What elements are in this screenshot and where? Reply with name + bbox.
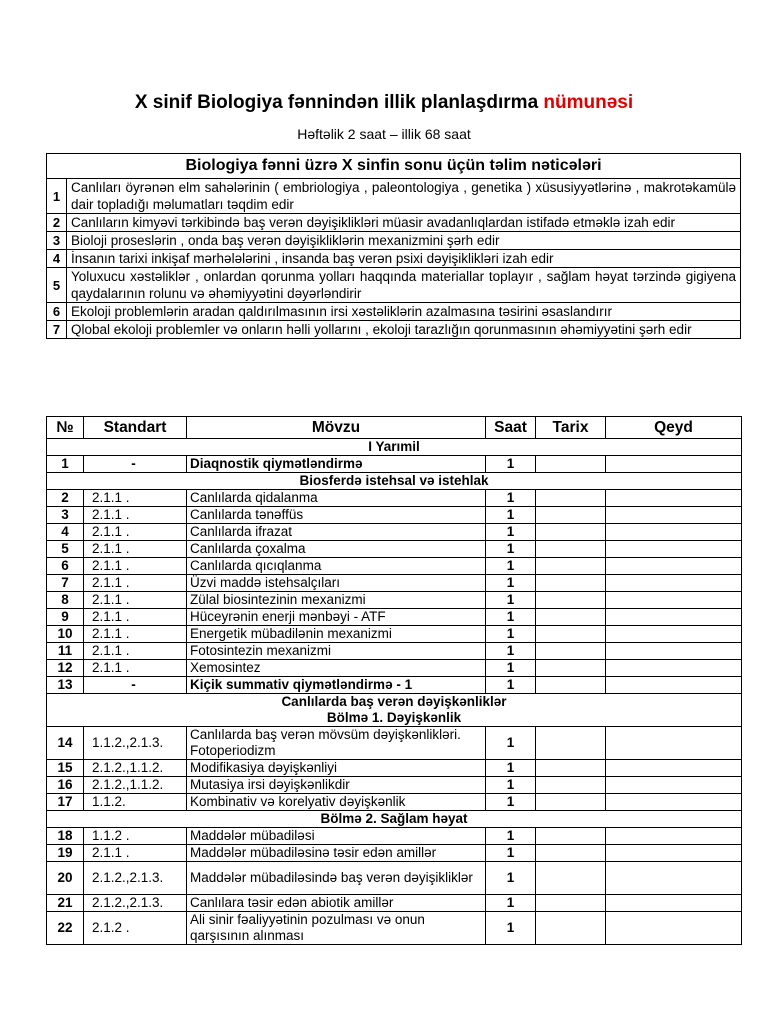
row-standard: 2.1.2 . xyxy=(84,912,187,945)
table-row xyxy=(47,490,742,507)
row-note xyxy=(606,727,742,760)
row-note xyxy=(606,660,742,677)
row-note xyxy=(606,575,742,592)
row-number: 3 xyxy=(47,507,84,524)
row-hours: 1 xyxy=(486,592,536,609)
row-topic: Üzvi maddə istehsalçıları xyxy=(187,575,486,592)
row-note xyxy=(606,677,742,694)
row-date xyxy=(536,677,606,694)
outcome-text: İnsanın tarixi inkişaf mərhələlərini , insanda baş verən psixi dəyişiklikləri izah edir xyxy=(67,250,741,268)
col-header-topic: Mövzu xyxy=(187,417,486,439)
table-row xyxy=(47,895,742,912)
col-header-hours: Saat xyxy=(486,417,536,439)
row-number: 12 xyxy=(47,660,84,677)
row-topic: Xemosintez xyxy=(187,660,486,677)
row-standard: 2.1.2.,2.1.3. xyxy=(84,862,187,895)
table-row xyxy=(47,760,742,777)
row-note xyxy=(606,862,742,895)
row-hours: 1 xyxy=(486,558,536,575)
table-row xyxy=(47,660,742,677)
row-topic: Maddələr mübadiləsində baş verən dəyişikliklər xyxy=(187,862,486,895)
table-row xyxy=(47,626,742,643)
row-standard: - xyxy=(84,456,187,473)
row-hours: 1 xyxy=(486,912,536,945)
row-number: 4 xyxy=(47,524,84,541)
row-number: 15 xyxy=(47,760,84,777)
table-row xyxy=(47,677,742,694)
row-date xyxy=(536,609,606,626)
row-number: 18 xyxy=(47,828,84,845)
row-standard: 2.1.1 . xyxy=(84,592,187,609)
row-topic: Diaqnostik qiymətləndirmə xyxy=(187,456,486,473)
row-topic: Hüceyrənin enerji mənbəyi - ATF xyxy=(187,609,486,626)
section-title: Bölmə 2. Sağlam həyat xyxy=(47,811,742,828)
row-topic: Mutasiya irsi dəyişkənlikdir xyxy=(187,777,486,794)
row-topic: Zülal biosintezinin mexanizmi xyxy=(187,592,486,609)
row-hours: 1 xyxy=(486,456,536,473)
row-number: 2 xyxy=(47,490,84,507)
outcomes-header: Biologiya fənni üzrə X sinfin sonu üçün təlim nəticələri xyxy=(47,154,741,179)
outcome-text: Bioloji proseslərin , onda baş verən dəyişikliklərin mexanizmini şərh edir xyxy=(67,232,741,250)
row-hours: 1 xyxy=(486,760,536,777)
row-number: 6 xyxy=(47,558,84,575)
plan-header-row xyxy=(47,417,742,439)
row-standard: 2.1.2.,1.1.2. xyxy=(84,777,187,794)
row-note xyxy=(606,845,742,862)
outcome-row xyxy=(47,303,741,321)
row-number: 17 xyxy=(47,794,84,811)
section-title: Biosferdə istehsal və istehlak xyxy=(47,473,742,490)
row-date xyxy=(536,727,606,760)
learning-outcomes-table xyxy=(46,153,741,339)
row-date xyxy=(536,828,606,845)
row-standard: 2.1.1 . xyxy=(84,626,187,643)
row-topic: Energetik mübadilənin mexanizmi xyxy=(187,626,486,643)
row-topic: Maddələr mübadiləsinə təsir edən amillər xyxy=(187,845,486,862)
col-header-no: № xyxy=(47,417,84,439)
col-header-standard: Standart xyxy=(84,417,187,439)
row-standard: 2.1.1 . xyxy=(84,524,187,541)
outcome-number: 4 xyxy=(47,250,67,268)
outcome-row xyxy=(47,232,741,250)
row-date xyxy=(536,558,606,575)
outcome-row xyxy=(47,214,741,232)
row-hours: 1 xyxy=(486,677,536,694)
outcome-number: 6 xyxy=(47,303,67,321)
outcome-number: 2 xyxy=(47,214,67,232)
row-number: 14 xyxy=(47,727,84,760)
row-number: 10 xyxy=(47,626,84,643)
title-main: X sinif Biologiya fənnindən illik planlaşdırma xyxy=(134,92,539,113)
outcome-row xyxy=(47,268,741,303)
row-note xyxy=(606,760,742,777)
row-standard: 2.1.1 . xyxy=(84,609,187,626)
row-standard: 1.1.2.,2.1.3. xyxy=(84,727,187,760)
table-row xyxy=(47,507,742,524)
row-date xyxy=(536,794,606,811)
outcome-number: 1 xyxy=(47,179,67,214)
outcome-number: 7 xyxy=(47,321,67,339)
outcome-number: 5 xyxy=(47,268,67,303)
section-row xyxy=(47,694,742,727)
title-highlight: nümunəsi xyxy=(543,92,634,113)
row-hours: 1 xyxy=(486,660,536,677)
section-row xyxy=(47,439,742,456)
row-standard: 2.1.1 . xyxy=(84,845,187,862)
outcome-number: 3 xyxy=(47,232,67,250)
table-row xyxy=(47,541,742,558)
row-number: 16 xyxy=(47,777,84,794)
row-number: 13 xyxy=(47,677,84,694)
row-note xyxy=(606,490,742,507)
outcome-row xyxy=(47,321,741,339)
row-number: 21 xyxy=(47,895,84,912)
annual-plan-table xyxy=(46,416,742,945)
row-date xyxy=(536,777,606,794)
outcome-text: Qlobal ekoloji problemler və onların həlli yollarını , ekoloji tarazlığın qorunmasının əhəmiyyətini şərh edir xyxy=(67,321,741,339)
row-standard: 2.1.1 . xyxy=(84,541,187,558)
row-standard: 1.1.2 . xyxy=(84,828,187,845)
row-date xyxy=(536,760,606,777)
row-topic: Fotosintezin mexanizmi xyxy=(187,643,486,660)
section-row xyxy=(47,473,742,490)
row-standard: 1.1.2. xyxy=(84,794,187,811)
row-topic: Canlılarda qıcıqlanma xyxy=(187,558,486,575)
row-date xyxy=(536,862,606,895)
outcome-text: Canlıların kimyəvi tərkibində baş verən dəyişiklikləri müasir avadanlıqlardan istifadə etməklə izah edir xyxy=(67,214,741,232)
row-hours: 1 xyxy=(486,845,536,862)
row-topic: Kombinativ və korelyativ dəyişkənlik xyxy=(187,794,486,811)
outcome-text: Ekoloji problemlərin aradan qaldırılmasının irsi xəstəliklərin azalmasına təsirini əsaslandırır xyxy=(67,303,741,321)
section-row xyxy=(47,811,742,828)
col-header-note: Qeyd xyxy=(606,417,742,439)
row-hours: 1 xyxy=(486,490,536,507)
table-row xyxy=(47,524,742,541)
row-topic: Canlılarda baş verən mövsüm dəyişkənlikləri. Fotoperiodizm xyxy=(187,727,486,760)
row-note xyxy=(606,609,742,626)
row-note xyxy=(606,524,742,541)
outcome-text: Yoluxucu xəstəliklər , onlardan qorunma yolları haqqında materiallar toplayır , sağlam həyat tərzində gigiyena qaydalarının rolunu və əhəmiyyətini dəyərləndirir xyxy=(67,268,741,303)
row-hours: 1 xyxy=(486,507,536,524)
row-number: 8 xyxy=(47,592,84,609)
outcomes-header-row xyxy=(47,154,741,179)
row-note xyxy=(606,828,742,845)
row-date xyxy=(536,490,606,507)
row-standard: 2.1.1 . xyxy=(84,507,187,524)
row-note xyxy=(606,626,742,643)
row-note xyxy=(606,912,742,945)
row-date xyxy=(536,912,606,945)
row-hours: 1 xyxy=(486,862,536,895)
row-topic: Maddələr mübadiləsi xyxy=(187,828,486,845)
row-number: 9 xyxy=(47,609,84,626)
row-hours: 1 xyxy=(486,828,536,845)
table-row xyxy=(47,456,742,473)
row-number: 5 xyxy=(47,541,84,558)
outcome-row xyxy=(47,179,741,214)
table-row xyxy=(47,727,742,760)
table-row xyxy=(47,777,742,794)
row-date xyxy=(536,575,606,592)
row-standard: 2.1.1 . xyxy=(84,660,187,677)
table-row xyxy=(47,828,742,845)
table-row xyxy=(47,643,742,660)
row-hours: 1 xyxy=(486,575,536,592)
row-topic: Canlılarda çoxalma xyxy=(187,541,486,558)
table-row xyxy=(47,794,742,811)
row-topic: Canlılarda tənəffüs xyxy=(187,507,486,524)
row-note xyxy=(606,895,742,912)
page-subtitle: Həftəlik 2 saat – illik 68 saat xyxy=(297,126,471,142)
row-hours: 1 xyxy=(486,777,536,794)
row-number: 22 xyxy=(47,912,84,945)
table-row xyxy=(47,912,742,945)
row-topic: Canlılara təsir edən abiotik amillər xyxy=(187,895,486,912)
row-date xyxy=(536,456,606,473)
row-topic: Canlılarda ifrazat xyxy=(187,524,486,541)
section-title: Canlılarda baş verən dəyişkənliklər Bölmə 1. Dəyişkənlik xyxy=(47,694,742,727)
row-topic: Modifikasiya dəyişkənliyi xyxy=(187,760,486,777)
row-number: 1 xyxy=(47,456,84,473)
row-hours: 1 xyxy=(486,727,536,760)
table-row xyxy=(47,575,742,592)
row-hours: 1 xyxy=(486,541,536,558)
row-topic: Kiçik summativ qiymətləndirmə - 1 xyxy=(187,677,486,694)
row-date xyxy=(536,541,606,558)
row-standard: 2.1.2.,2.1.3. xyxy=(84,895,187,912)
table-row xyxy=(47,845,742,862)
row-hours: 1 xyxy=(486,609,536,626)
row-topic: Ali sinir fəaliyyətinin pozulması və onun qarşısının alınması xyxy=(187,912,486,945)
row-standard: 2.1.1 . xyxy=(84,490,187,507)
row-number: 19 xyxy=(47,845,84,862)
row-hours: 1 xyxy=(486,626,536,643)
row-standard: 2.1.1 . xyxy=(84,575,187,592)
page-title xyxy=(0,92,768,114)
row-date xyxy=(536,845,606,862)
row-date xyxy=(536,524,606,541)
row-date xyxy=(536,660,606,677)
row-date xyxy=(536,626,606,643)
table-row xyxy=(47,862,742,895)
col-header-date: Tarix xyxy=(536,417,606,439)
row-standard: 2.1.2.,1.1.2. xyxy=(84,760,187,777)
row-note xyxy=(606,794,742,811)
row-note xyxy=(606,456,742,473)
row-note xyxy=(606,541,742,558)
row-number: 20 xyxy=(47,862,84,895)
row-note xyxy=(606,643,742,660)
row-date xyxy=(536,592,606,609)
row-date xyxy=(536,895,606,912)
row-number: 11 xyxy=(47,643,84,660)
row-note xyxy=(606,592,742,609)
row-note xyxy=(606,558,742,575)
row-hours: 1 xyxy=(486,643,536,660)
row-date xyxy=(536,507,606,524)
row-date xyxy=(536,643,606,660)
row-number: 7 xyxy=(47,575,84,592)
section-title: I Yarımil xyxy=(47,439,742,456)
outcome-text: Canlıları öyrənən elm sahələrinin ( embriologiya , paleontologiya , genetika ) xüsusiyyətlərinə , makrotəkamülə dair topladığı məlumatları təqdim edir xyxy=(67,179,741,214)
row-note xyxy=(606,777,742,794)
table-row xyxy=(47,592,742,609)
row-hours: 1 xyxy=(486,524,536,541)
row-standard: - xyxy=(84,677,187,694)
table-row xyxy=(47,609,742,626)
table-row xyxy=(47,558,742,575)
row-topic: Canlılarda qidalanma xyxy=(187,490,486,507)
row-hours: 1 xyxy=(486,895,536,912)
outcome-row xyxy=(47,250,741,268)
row-standard: 2.1.1 . xyxy=(84,558,187,575)
row-note xyxy=(606,507,742,524)
row-hours: 1 xyxy=(486,794,536,811)
row-standard: 2.1.1 . xyxy=(84,643,187,660)
